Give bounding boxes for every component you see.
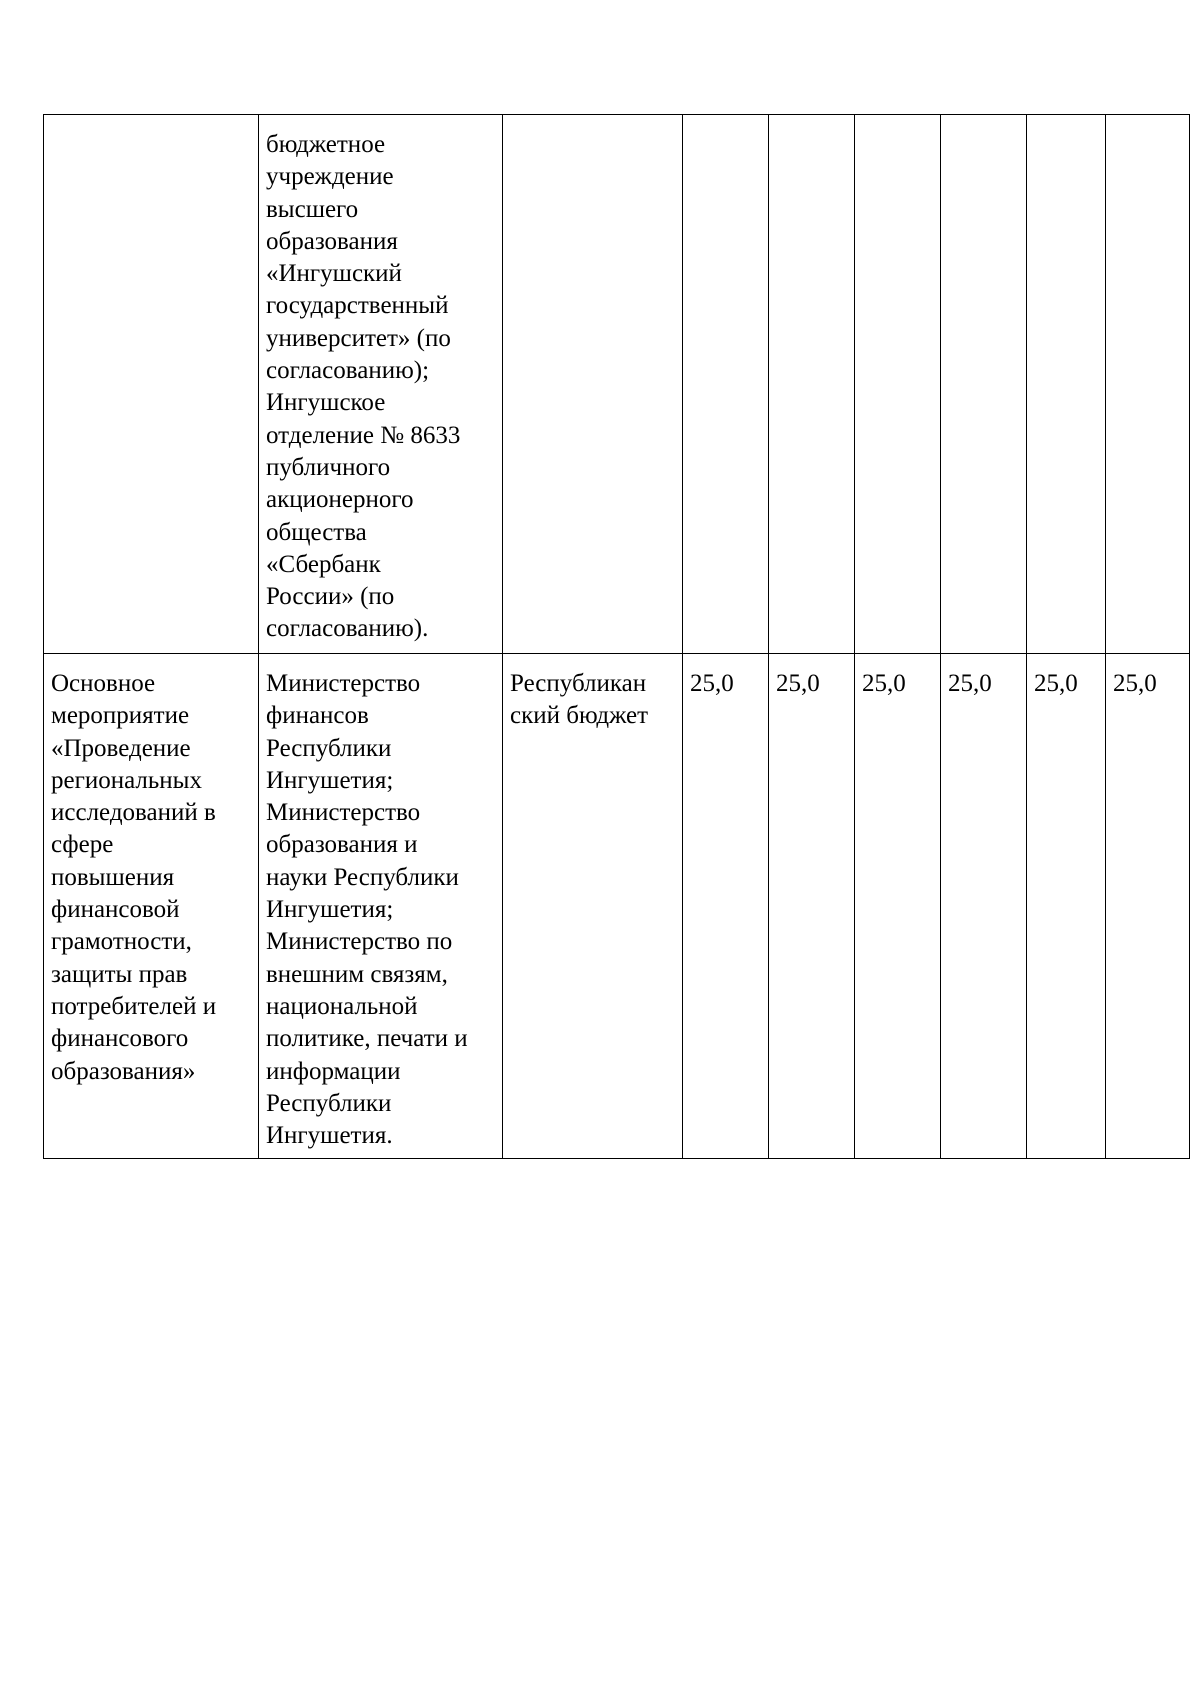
executor-cell-line: бюджетное (266, 131, 386, 158)
executor-cell-line: отделение № 8633 (266, 421, 461, 449)
activity-cell-line: исследований в (51, 799, 216, 827)
executor-cell-line: науки Республики (266, 863, 459, 891)
executor-cell-line: образования и (266, 831, 418, 859)
activity-cell-line: повышения (51, 863, 175, 891)
budget-table (43, 114, 1190, 1159)
activity-cell-line: региональных (51, 766, 202, 794)
executor-cell-line: «Сбербанк (266, 550, 381, 578)
amount-cell (1027, 115, 1106, 654)
activity-cell-line: грамотности, (51, 928, 192, 956)
executor-cell-line: высшего (266, 195, 359, 223)
executor-cell-line: согласованию); (266, 357, 430, 385)
amount-cell (941, 115, 1027, 654)
activity-cell-line: образования» (51, 1057, 196, 1085)
executor-cell-line: Республики (266, 1089, 392, 1117)
activity-cell-line: мероприятие (51, 702, 190, 730)
executor-cell-line: Министерство по (266, 928, 453, 956)
executor-cell-line: Республики (266, 734, 392, 762)
executor-cell (259, 654, 503, 1159)
executor-cell-line: политике, печати и (266, 1025, 468, 1053)
activity-cell-line: защиты прав (51, 960, 188, 988)
executor-cell-line: образования (266, 227, 398, 255)
executor-cell-line: Министерство (266, 670, 421, 697)
executor-cell-line: Ингушетия; (266, 766, 394, 794)
funding-source-cell-line: ский бюджет (510, 702, 649, 730)
activity-cell-line: сфере (51, 831, 114, 859)
executor-cell-line: Ингушетия; (266, 896, 394, 924)
activity-cell (44, 115, 259, 654)
executor-cell (259, 115, 503, 654)
activity-cell (44, 654, 259, 1159)
amount-cell: 25,0 (855, 654, 941, 1159)
executor-cell-line: Министерство (266, 799, 421, 827)
table-row (44, 654, 1190, 1159)
amount-cell: 25,0 (769, 654, 855, 1159)
amount-cell: 25,0 (1106, 654, 1190, 1159)
activity-cell-line: Основное (51, 670, 156, 697)
amount-cell (769, 115, 855, 654)
activity-cell-line: потребителей и (51, 992, 217, 1020)
amount-cell (683, 115, 769, 654)
activity-cell-line: финансовой (51, 896, 180, 924)
amount-cell: 25,0 (683, 654, 769, 1159)
amount-cell (1106, 115, 1190, 654)
executor-cell-line: внешним связям, (266, 960, 448, 988)
amount-cell (855, 115, 941, 654)
executor-cell-line: публичного (266, 453, 391, 481)
executor-cell-line: национальной (266, 992, 418, 1020)
executor-cell-line: информации (266, 1057, 401, 1085)
funding-source-cell (503, 115, 683, 654)
table-row (44, 115, 1190, 654)
amount-cell: 25,0 (941, 654, 1027, 1159)
executor-cell-line: Ингушское (266, 389, 386, 417)
executor-cell-line: акционерного (266, 486, 414, 514)
executor-cell-line: согласованию). (266, 615, 429, 643)
executor-cell-line: финансов (266, 702, 369, 730)
activity-cell-line: «Проведение (51, 734, 191, 762)
activity-cell-line: финансового (51, 1025, 189, 1053)
executor-cell-line: государственный (266, 292, 449, 320)
executor-cell-line: университет» (по (266, 324, 451, 352)
amount-cell: 25,0 (1027, 654, 1106, 1159)
funding-source-cell (503, 654, 683, 1159)
executor-cell-line: «Ингушский (266, 260, 402, 288)
executor-cell-line: России» (по (266, 583, 395, 611)
executor-cell-line: учреждение (266, 163, 394, 191)
funding-source-cell-line: Республикан (510, 670, 647, 697)
executor-cell-line: Ингушетия. (266, 1122, 393, 1150)
executor-cell-line: общества (266, 518, 367, 546)
